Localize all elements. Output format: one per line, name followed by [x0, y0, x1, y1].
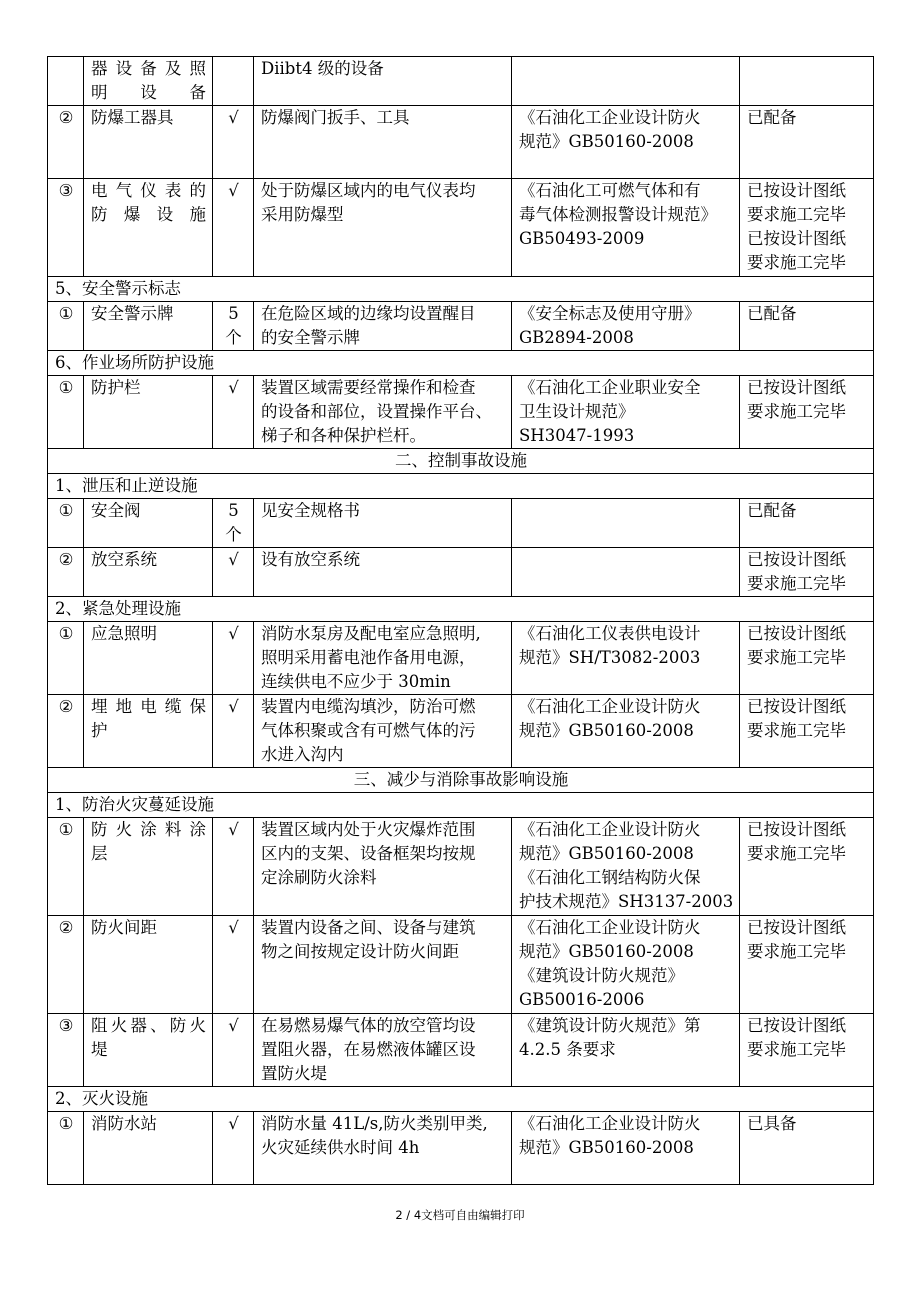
implementation-status-line: 已按设计图纸 — [747, 1016, 846, 1035]
reference-standard-line: 《石油化工可燃气体和有 — [519, 181, 701, 200]
implementation-status — [740, 57, 874, 106]
reference-standard-line: 《石油化工企业设计防火 — [519, 1114, 701, 1133]
facility-description-line: 置防火堤 — [261, 1064, 327, 1083]
group-heading: 5、安全警示标志 — [48, 277, 874, 302]
reference-standard-line: 《石油化工企业设计防火 — [519, 697, 701, 716]
reference-standard-line: 《石油化工仪表供电设计 — [519, 624, 701, 643]
facility-name — [84, 916, 213, 1014]
reference-standard-line: 卫生设计规范》 — [519, 402, 635, 421]
reference-standard — [512, 1014, 740, 1087]
reference-standard-line: 规范》GB50160-2008 — [519, 942, 694, 961]
quantity-mark — [213, 916, 254, 1014]
facility-name-line: 防火涂料涂 — [91, 820, 206, 839]
quantity-mark — [213, 302, 254, 351]
implementation-status-line: 要求施工完毕 — [747, 253, 846, 272]
reference-standard-line: 《安全标志及使用守册》 — [519, 304, 701, 323]
table-row — [48, 695, 874, 768]
facility-description — [254, 1112, 512, 1185]
group-heading: 2、灭火设施 — [48, 1087, 874, 1112]
implementation-status-line: 要求施工完毕 — [747, 942, 846, 961]
group-header-row — [48, 597, 874, 622]
item-number: ① — [48, 499, 84, 548]
implementation-status — [740, 106, 874, 179]
facility-description-line: 采用防爆型 — [261, 205, 344, 224]
quantity-mark-line: 5 — [228, 501, 239, 520]
facility-description-line: 处于防爆区域内的电气仪表均 — [261, 181, 476, 200]
quantity-mark-line: √ — [228, 1114, 239, 1133]
table-row — [48, 818, 874, 916]
reference-standard-line: 《石油化工企业设计防火 — [519, 918, 701, 937]
implementation-status — [740, 499, 874, 548]
reference-standard-line: 规范》SH/T3082-2003 — [519, 648, 701, 667]
facility-name — [84, 695, 213, 768]
quantity-mark-line: √ — [228, 624, 239, 643]
implementation-status — [740, 818, 874, 916]
facility-name-line: 防爆设施 — [91, 205, 206, 224]
implementation-status — [740, 179, 874, 277]
facility-description — [254, 548, 512, 597]
facility-description-line: 物之间按规定设计防火间距 — [261, 942, 459, 961]
item-number: ② — [48, 695, 84, 768]
reference-standard-line: 《石油化工钢结构防火保 — [519, 868, 701, 887]
group-header-row — [48, 351, 874, 376]
item-number: ② — [48, 548, 84, 597]
quantity-mark — [213, 548, 254, 597]
quantity-mark-line: 个 — [225, 328, 242, 347]
facility-description-line: 设有放空系统 — [261, 550, 360, 569]
reference-standard — [512, 916, 740, 1014]
facility-description — [254, 622, 512, 695]
facility-description — [254, 57, 512, 106]
section-heading: 三、减少与消除事故影响设施 — [48, 768, 874, 793]
facility-name-line: 护 — [91, 721, 108, 740]
implementation-status-line: 已按设计图纸 — [747, 378, 846, 397]
reference-standard — [512, 818, 740, 916]
facility-description — [254, 916, 512, 1014]
facility-name-line: 埋地电缆保 — [91, 697, 206, 716]
implementation-status — [740, 302, 874, 351]
facility-description-line: 水进入沟内 — [261, 745, 344, 764]
item-number: ① — [48, 1112, 84, 1185]
quantity-mark-line: √ — [228, 550, 239, 569]
facility-description-line: 防爆阀门扳手、工具 — [261, 108, 410, 127]
facility-name-line: 防火间距 — [91, 918, 157, 937]
reference-standard — [512, 548, 740, 597]
implementation-status-line: 已配备 — [747, 501, 797, 520]
reference-standard-line: 毒气体检测报警设计规范》 — [519, 205, 717, 224]
facility-name-line: 器设备及照 — [91, 59, 206, 78]
facility-description-line: 的设备和部位，设置操作平台、 — [261, 402, 492, 421]
quantity-mark-line: √ — [228, 918, 239, 937]
facility-name-line: 应急照明 — [91, 624, 157, 643]
facility-name — [84, 818, 213, 916]
facility-description-line: 连续供电不应少于 30min — [261, 672, 451, 691]
implementation-status — [740, 548, 874, 597]
implementation-status-line: 要求施工完毕 — [747, 648, 846, 667]
reference-standard — [512, 695, 740, 768]
table-row — [48, 302, 874, 351]
reference-standard-line: SH3047-1993 — [519, 426, 635, 445]
implementation-status — [740, 622, 874, 695]
quantity-mark-line: √ — [228, 378, 239, 397]
reference-standard-line: 规范》GB50160-2008 — [519, 721, 694, 740]
facility-description-line: 置阻火器，在易燃液体罐区设 — [261, 1040, 476, 1059]
implementation-status-line: 要求施工完毕 — [747, 205, 846, 224]
table-body — [48, 57, 874, 1185]
reference-standard-line: 规范》GB50160-2008 — [519, 1138, 694, 1157]
quantity-mark — [213, 499, 254, 548]
reference-standard-line: 规范》GB50160-2008 — [519, 844, 694, 863]
item-number: ① — [48, 302, 84, 351]
implementation-status-line: 已按设计图纸 — [747, 550, 846, 569]
implementation-status-line: 已配备 — [747, 108, 797, 127]
implementation-status-line: 已按设计图纸 — [747, 918, 846, 937]
facility-description-line: 火灾延续供水时间 4h — [261, 1138, 420, 1157]
table-row — [48, 376, 874, 449]
quantity-mark-line: 5 — [228, 304, 239, 323]
facility-description-line: 的安全警示牌 — [261, 328, 360, 347]
facility-description — [254, 179, 512, 277]
facility-description-line: Diibt4 级的设备 — [261, 59, 384, 78]
quantity-mark — [213, 57, 254, 106]
quantity-mark-line: √ — [228, 697, 239, 716]
implementation-status — [740, 695, 874, 768]
implementation-status-line: 已按设计图纸 — [747, 229, 846, 248]
facility-description-line: 区内的支架、设备框架均按规 — [261, 844, 476, 863]
table-row — [48, 106, 874, 179]
table-row — [48, 548, 874, 597]
facility-name — [84, 302, 213, 351]
facility-description-line: 在危险区域的边缘均设置醒目 — [261, 304, 476, 323]
implementation-status-line: 已配备 — [747, 304, 797, 323]
implementation-status-line: 已按设计图纸 — [747, 697, 846, 716]
table-row — [48, 499, 874, 548]
item-number: ① — [48, 818, 84, 916]
group-heading: 6、作业场所防护设施 — [48, 351, 874, 376]
implementation-status-line: 要求施工完毕 — [747, 574, 846, 593]
implementation-status-line: 要求施工完毕 — [747, 1040, 846, 1059]
quantity-mark — [213, 622, 254, 695]
table-row — [48, 1112, 874, 1185]
reference-standard-line: 《建筑设计防火规范》 — [519, 966, 684, 985]
section-heading: 二、控制事故设施 — [48, 449, 874, 474]
reference-standard — [512, 1112, 740, 1185]
facility-name — [84, 548, 213, 597]
facility-name-line: 堤 — [91, 1040, 108, 1059]
facility-description-line: 气体积聚或含有可燃气体的污 — [261, 721, 476, 740]
facility-name-line: 放空系统 — [91, 550, 157, 569]
item-number: ③ — [48, 179, 84, 277]
reference-standard-line: 《建筑设计防火规范》第 — [519, 1016, 701, 1035]
implementation-status-line: 要求施工完毕 — [747, 844, 846, 863]
table-row — [48, 916, 874, 1014]
facility-description — [254, 695, 512, 768]
facility-description — [254, 376, 512, 449]
quantity-mark-line: √ — [228, 181, 239, 200]
reference-standard-line: 《石油化工企业设计防火 — [519, 820, 701, 839]
facility-name-line: 消防水站 — [91, 1114, 157, 1133]
reference-standard-line: GB2894-2008 — [519, 328, 634, 347]
group-heading: 2、紧急处理设施 — [48, 597, 874, 622]
facility-name-line: 安全阀 — [91, 501, 141, 520]
facility-name — [84, 499, 213, 548]
facility-description-line: 在易燃易爆气体的放空管均设 — [261, 1016, 476, 1035]
facility-name — [84, 57, 213, 106]
facility-description-line: 装置内设备之间、设备与建筑 — [261, 918, 476, 937]
implementation-status — [740, 1112, 874, 1185]
facility-description — [254, 302, 512, 351]
facility-description-line: 定涂刷防火涂料 — [261, 868, 377, 887]
facility-name — [84, 376, 213, 449]
facility-name-line: 层 — [91, 844, 108, 863]
facility-description-line: 消防水泵房及配电室应急照明, — [261, 624, 481, 643]
group-header-row — [48, 277, 874, 302]
facility-description-line: 见安全规格书 — [261, 501, 360, 520]
facility-name-line: 电气仪表的 — [91, 181, 206, 200]
facility-description — [254, 1014, 512, 1087]
facility-description — [254, 818, 512, 916]
reference-standard-line: 《石油化工企业设计防火 — [519, 108, 701, 127]
implementation-status-line: 已按设计图纸 — [747, 624, 846, 643]
quantity-mark — [213, 695, 254, 768]
quantity-mark — [213, 1112, 254, 1185]
table-row — [48, 1014, 874, 1087]
item-number: ① — [48, 622, 84, 695]
quantity-mark-line: √ — [228, 1016, 239, 1035]
reference-standard-line: GB50016-2006 — [519, 990, 645, 1009]
item-number: ③ — [48, 1014, 84, 1087]
quantity-mark-line: √ — [228, 820, 239, 839]
reference-standard — [512, 622, 740, 695]
item-number: ② — [48, 916, 84, 1014]
implementation-status — [740, 916, 874, 1014]
facility-name-line: 防爆工器具 — [91, 108, 174, 127]
implementation-status — [740, 376, 874, 449]
facility-description — [254, 106, 512, 179]
reference-standard-line: 《石油化工企业职业安全 — [519, 378, 701, 397]
table-row — [48, 622, 874, 695]
reference-standard — [512, 499, 740, 548]
facility-name — [84, 179, 213, 277]
implementation-status-line: 已具备 — [747, 1114, 797, 1133]
implementation-status-line: 已按设计图纸 — [747, 820, 846, 839]
implementation-status-line: 要求施工完毕 — [747, 402, 846, 421]
reference-standard-line: 护技术规范》SH3137-2003 — [519, 892, 734, 911]
facility-description — [254, 499, 512, 548]
quantity-mark — [213, 1014, 254, 1087]
facilities-table — [47, 56, 874, 1185]
reference-standard — [512, 106, 740, 179]
group-heading: 1、泄压和止逆设施 — [48, 474, 874, 499]
facility-description-line: 装置区域需要经常操作和检查 — [261, 378, 476, 397]
facility-name-line: 安全警示牌 — [91, 304, 174, 323]
facility-name — [84, 106, 213, 179]
quantity-mark — [213, 376, 254, 449]
reference-standard — [512, 302, 740, 351]
implementation-status — [740, 1014, 874, 1087]
quantity-mark-line: 个 — [225, 525, 242, 544]
section-header-row — [48, 449, 874, 474]
facility-name-line: 阻火器、防火 — [91, 1016, 206, 1035]
facility-description-line: 梯子和各种保护栏杆。 — [261, 426, 426, 445]
facility-name — [84, 1112, 213, 1185]
quantity-mark-line: √ — [228, 108, 239, 127]
implementation-status-line: 要求施工完毕 — [747, 721, 846, 740]
facility-description-line: 照明采用蓄电池作备用电源， — [261, 648, 476, 667]
page-footer: 2 / 4文档可自由编辑打印 — [395, 1208, 525, 1222]
group-header-row — [48, 793, 874, 818]
reference-standard — [512, 179, 740, 277]
group-header-row — [48, 1087, 874, 1112]
section-header-row — [48, 768, 874, 793]
facility-name-line: 明设备 — [91, 83, 206, 102]
reference-standard-line: 规范》GB50160-2008 — [519, 132, 694, 151]
quantity-mark — [213, 179, 254, 277]
reference-standard-line: GB50493-2009 — [519, 229, 645, 248]
reference-standard — [512, 57, 740, 106]
table-row — [48, 179, 874, 277]
group-header-row — [48, 474, 874, 499]
facility-description-line: 装置内电缆沟填沙，防治可燃 — [261, 697, 476, 716]
reference-standard-line: 4.2.5 条要求 — [519, 1040, 616, 1059]
facility-description-line: 装置区域内处于火灾爆炸范围 — [261, 820, 476, 839]
table-row — [48, 57, 874, 106]
facility-description-line: 消防水量 41L/s,防火类别甲类, — [261, 1114, 488, 1133]
quantity-mark — [213, 818, 254, 916]
quantity-mark — [213, 106, 254, 179]
item-number — [48, 57, 84, 106]
reference-standard — [512, 376, 740, 449]
group-heading: 1、防治火灾蔓延设施 — [48, 793, 874, 818]
facility-name — [84, 1014, 213, 1087]
facility-name — [84, 622, 213, 695]
implementation-status-line: 已按设计图纸 — [747, 181, 846, 200]
item-number: ① — [48, 376, 84, 449]
facility-name-line: 防护栏 — [91, 378, 141, 397]
item-number: ② — [48, 106, 84, 179]
